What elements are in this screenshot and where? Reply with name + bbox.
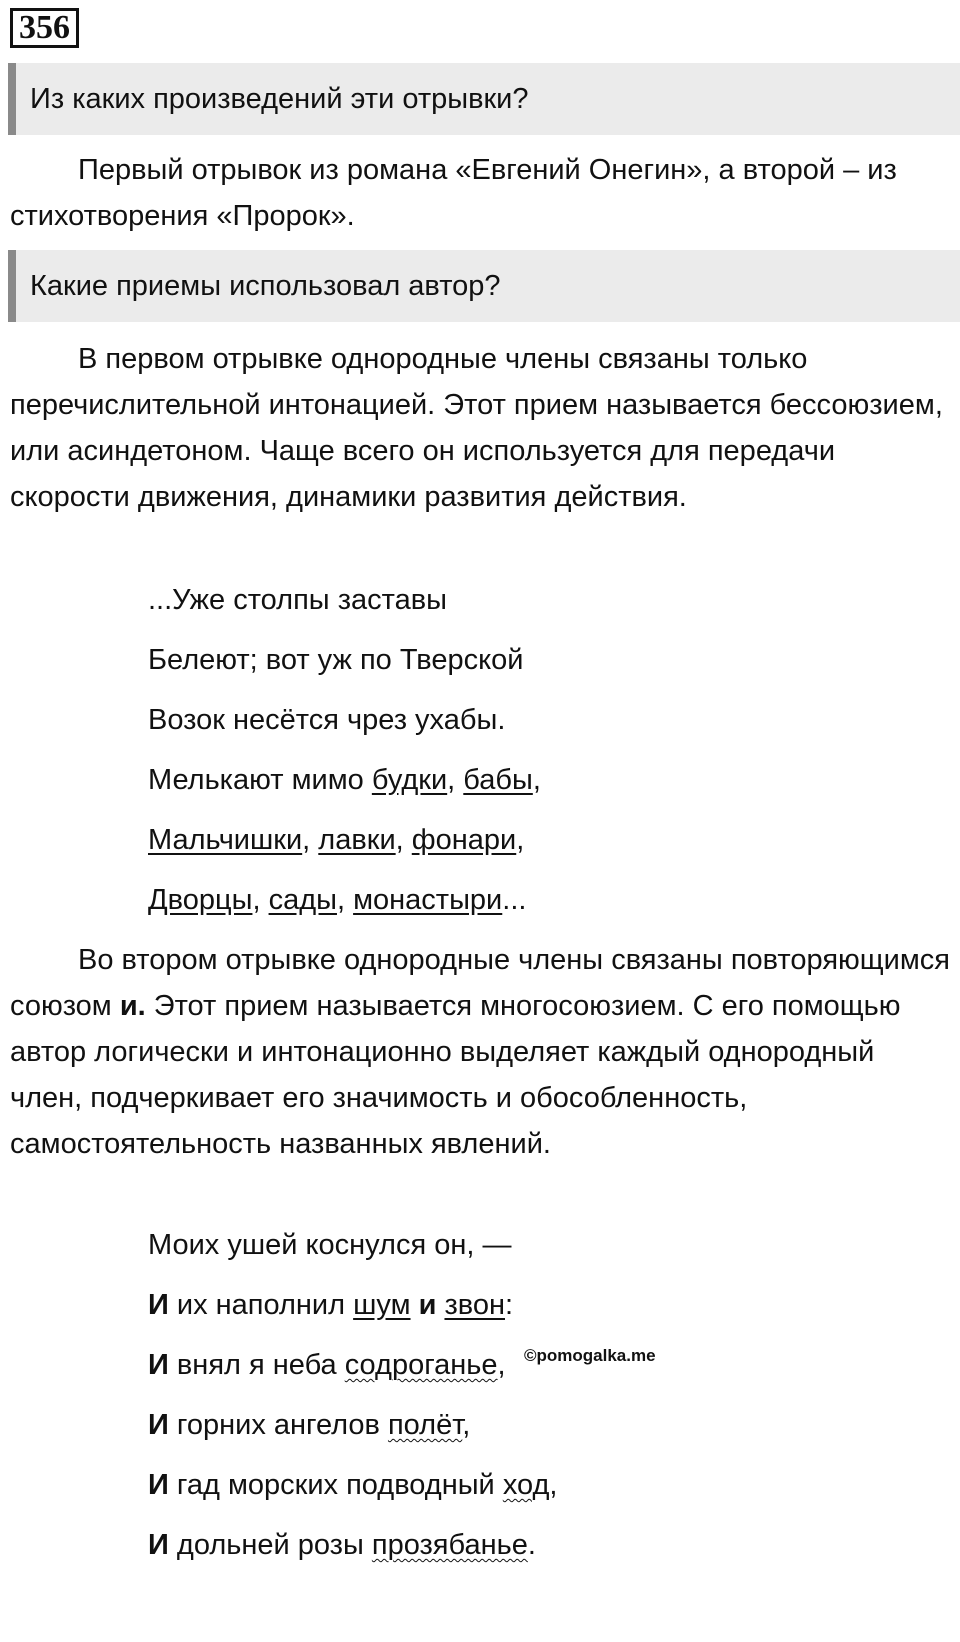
space (411, 1289, 419, 1321)
bold-conjunction: и (418, 1289, 437, 1321)
punctuation: , (462, 1409, 471, 1441)
punctuation: , (532, 764, 541, 796)
punctuation: , (447, 764, 464, 796)
underlined-word: звон (444, 1289, 505, 1321)
poem1-line-4 (148, 760, 541, 800)
bold-conjunction: И (148, 1469, 169, 1501)
underlined-word: фонари (411, 824, 517, 856)
watermark: ©pomogalka.me (524, 1346, 656, 1365)
answer-2: В первом отрывке однородные члены связаны только перечислительной интонацией. Этот прием называется бессоюзием, или асиндетоном. Чаще всего он используется для передачи скорости движения, динамики развития действия. (10, 343, 943, 513)
poem1-line-6 (148, 880, 526, 920)
poem1-line-5 (148, 820, 524, 860)
underlined-word: Мальчишки (148, 824, 303, 856)
answer-3 (10, 937, 950, 1167)
underlined-word: будки (371, 764, 448, 796)
bold-conjunction: И (148, 1409, 169, 1441)
underlined-word: монастыри (353, 884, 503, 916)
question-2: Какие приемы использовал автор? (8, 250, 960, 322)
punctuation: , (497, 1349, 506, 1381)
wavy-underlined-word: содроганье (344, 1349, 498, 1381)
poem1-line-3: Возок несётся чрез ухабы. (148, 704, 506, 736)
underlined-word: Дворцы (148, 884, 253, 916)
text-segment: горних ангелов (168, 1409, 388, 1441)
text-segment: гад морских подводный (168, 1469, 503, 1501)
bold-conjunction: и. (119, 990, 146, 1022)
bold-conjunction: И (148, 1529, 169, 1561)
poem2-line-4 (148, 1405, 470, 1445)
punctuation: , (395, 824, 412, 856)
text-segment: внял я неба (168, 1349, 345, 1381)
bold-conjunction: И (148, 1289, 169, 1321)
poem2-line-3 (148, 1345, 506, 1385)
poem2-line-6 (148, 1525, 536, 1565)
task-number: 356 (10, 8, 79, 48)
underlined-word: шум (353, 1289, 411, 1321)
underlined-word: бабы (463, 764, 533, 796)
text-segment: Этот прием называется многосоюзием. С его помощью автор логически и интонационно выделяет каждый однородный член, подчеркивает его значимость и обособленность, самостоятельность названных явлений. (10, 990, 901, 1160)
wavy-underlined-word: ход (502, 1469, 550, 1501)
text-segment: их наполнил (168, 1289, 354, 1321)
wavy-underlined-word: прозябанье (371, 1529, 528, 1561)
poem2-line-5 (148, 1465, 557, 1505)
bold-conjunction: И (148, 1349, 169, 1381)
wavy-underlined-word: полёт (387, 1409, 463, 1441)
punctuation: . (527, 1529, 536, 1561)
punctuation: , (336, 884, 354, 916)
poem2-line-2 (148, 1285, 513, 1325)
poem2-line-1: Моих ушей коснулся он, — (148, 1229, 512, 1261)
punctuation: , (549, 1469, 558, 1501)
punctuation: : (505, 1289, 514, 1321)
answer-1: Первый отрывок из романа «Евгений Онегин», а второй – из стихотворения «Пророк». (10, 154, 897, 232)
poem1-line-2: Белеют; вот уж по Тверской (148, 644, 524, 676)
text-segment: Мелькают мимо (148, 764, 372, 796)
punctuation: ... (502, 884, 527, 916)
text-segment: дольней розы (168, 1529, 372, 1561)
question-1: Из каких произведений эти отрывки? (8, 63, 960, 135)
punctuation: , (516, 824, 525, 856)
punctuation: , (252, 884, 269, 916)
text-segment: Во втором отрывке однородные члены связаны повторяющимся союзом (10, 944, 950, 1022)
underlined-word: лавки (318, 824, 396, 856)
underlined-word: сады (268, 884, 337, 916)
punctuation: , (302, 824, 319, 856)
poem1-line-1: ...Уже столпы заставы (148, 584, 447, 616)
